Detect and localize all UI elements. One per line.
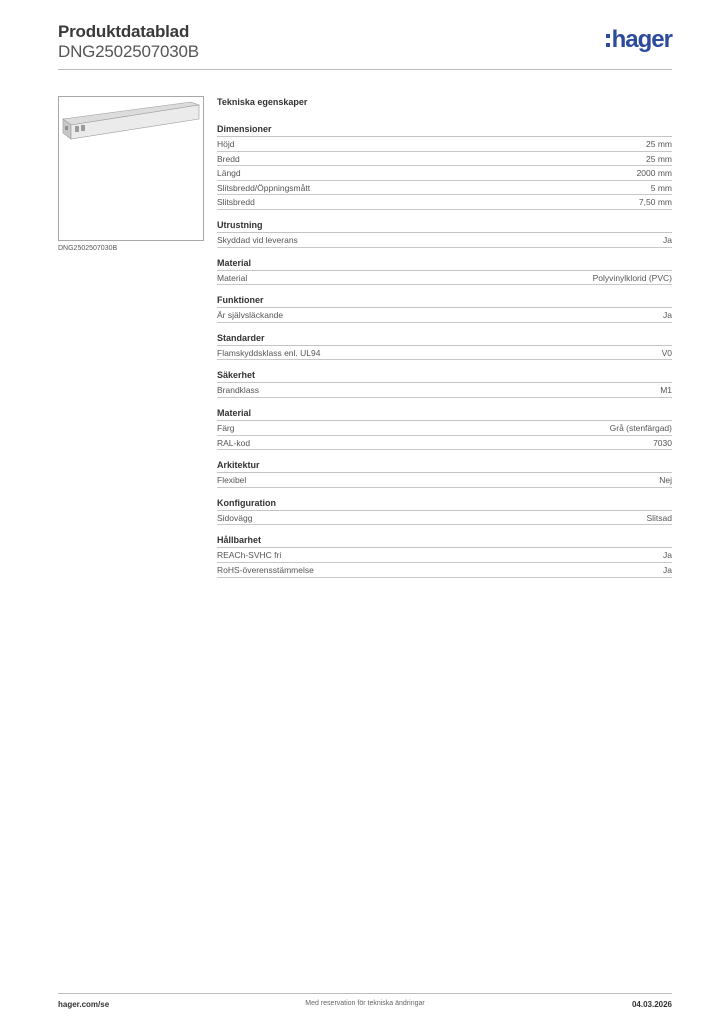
spec-value: Nej	[659, 475, 672, 486]
section-heading: Dimensioner	[217, 122, 672, 137]
spec-row	[217, 436, 672, 451]
spec-row	[217, 137, 672, 152]
spec-label: Färg	[217, 422, 235, 433]
cable-duct-icon	[59, 97, 203, 240]
spec-value: 2000 mm	[636, 168, 672, 179]
spec-section-architecture	[217, 458, 672, 488]
spec-label: Slitsbredd/Öppningsmått	[217, 182, 311, 193]
document-title: Produktdatablad	[58, 22, 190, 41]
spec-label: Flexibel	[217, 475, 247, 486]
spec-section-configuration	[217, 496, 672, 526]
spec-label: Höjd	[217, 139, 235, 149]
spec-label: REACh-SVHC fri	[217, 550, 282, 561]
spec-label: Är självsläckande	[217, 310, 284, 321]
spec-label: Brandklass	[217, 385, 260, 396]
section-heading: Standarder	[217, 331, 672, 346]
spec-value: Ja	[663, 234, 672, 245]
spec-row	[217, 346, 672, 361]
section-heading: Material	[217, 256, 672, 271]
spec-row	[217, 563, 672, 578]
spec-row	[217, 308, 672, 323]
spec-section-equipment	[217, 218, 672, 248]
spec-row	[217, 166, 672, 181]
page-footer	[58, 993, 672, 1013]
section-heading: Säkerhet	[217, 368, 672, 383]
spec-value: Polyvinylklorid (PVC)	[592, 272, 672, 283]
spec-row	[217, 152, 672, 167]
spec-label: Längd	[217, 168, 241, 179]
spec-section-functions	[217, 293, 672, 323]
spec-section-dimensions	[217, 122, 672, 210]
spec-section-material	[217, 256, 672, 286]
spec-value: Grå (stenfärgad)	[609, 422, 672, 433]
website-link[interactable]: hager.com/se	[58, 1000, 110, 1009]
logo-dots-icon	[606, 34, 610, 47]
section-heading: Konfiguration	[217, 496, 672, 511]
section-heading: Material	[217, 406, 672, 421]
product-image	[58, 96, 204, 241]
specs-title: Tekniska egenskaper	[217, 97, 308, 107]
section-heading: Funktioner	[217, 293, 672, 308]
spec-section-sustainability	[217, 533, 672, 577]
product-code: DNG2502507030B	[58, 42, 199, 61]
technical-specifications	[217, 96, 672, 586]
spec-section-standards	[217, 331, 672, 361]
spec-value: Ja	[663, 564, 672, 575]
spec-value: 7,50 mm	[638, 197, 672, 208]
spec-label: Bredd	[217, 153, 240, 164]
spec-row	[217, 195, 672, 210]
spec-row	[217, 233, 672, 248]
spec-row	[217, 511, 672, 526]
logo-text: hager	[611, 26, 672, 53]
spec-row	[217, 181, 672, 196]
spec-row	[217, 473, 672, 488]
page-header	[58, 22, 672, 70]
spec-value: 25 mm	[646, 139, 672, 149]
spec-label: Flamskyddsklass enl. UL94	[217, 347, 321, 358]
spec-label: Sidovägg	[217, 512, 253, 523]
spec-value: V0	[661, 347, 672, 358]
spec-label: Skyddad vid leverans	[217, 234, 298, 245]
spec-label: RAL-kod	[217, 437, 251, 448]
image-caption: DNG2502507030B	[58, 245, 118, 252]
spec-row	[217, 383, 672, 398]
section-heading: Hållbarhet	[217, 533, 672, 548]
spec-label: Material	[217, 272, 248, 283]
spec-section-safety	[217, 368, 672, 398]
spec-value: Ja	[663, 550, 672, 561]
section-heading: Arkitektur	[217, 458, 672, 473]
document-date: 04.03.2026	[631, 1000, 672, 1009]
spec-value: Ja	[663, 310, 672, 321]
spec-row	[217, 421, 672, 436]
spec-row	[217, 271, 672, 286]
spec-value: 7030	[653, 437, 672, 448]
hager-logo	[606, 28, 672, 54]
spec-value: 5 mm	[650, 182, 672, 193]
spec-row	[217, 548, 672, 563]
spec-value: M1	[660, 385, 672, 396]
disclaimer: Med reservation för tekniska ändringar	[305, 1000, 425, 1007]
section-heading: Utrustning	[217, 218, 672, 233]
spec-label: Slitsbredd	[217, 197, 255, 208]
spec-value: 25 mm	[646, 153, 672, 164]
spec-section-material-color	[217, 406, 672, 450]
spec-value: Slitsad	[646, 512, 672, 523]
spec-label: RoHS-överensstämmelse	[217, 564, 314, 575]
